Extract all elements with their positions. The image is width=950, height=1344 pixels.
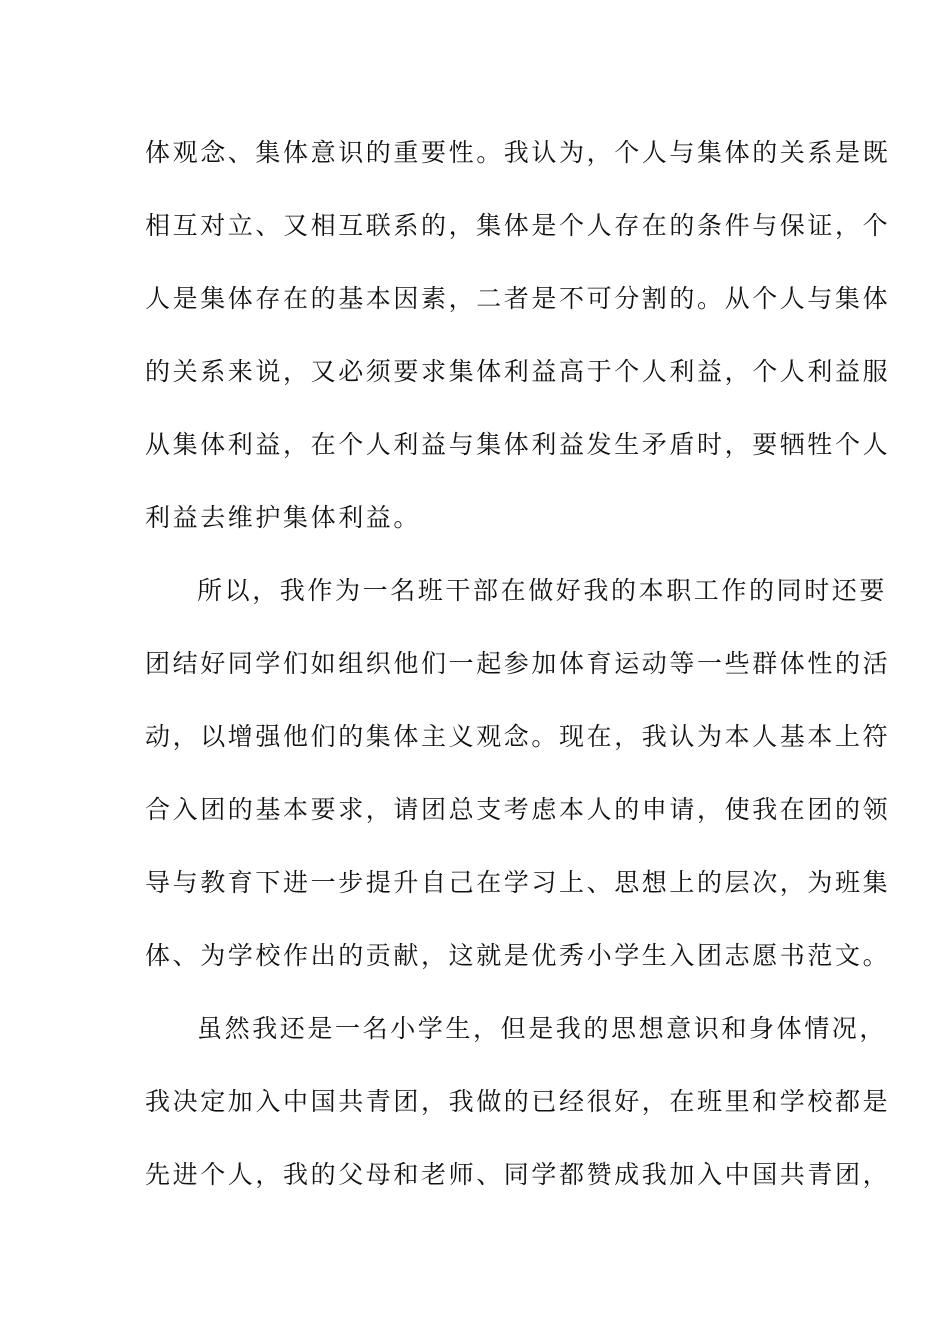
paragraph-1 (145, 128, 891, 566)
text-line: 体观念、集体意识的重要性。我认为，个人与集体的关系是既 (145, 138, 891, 167)
text-line: 团结好同学们如组织他们一起参加体育运动等一些群体性的活 (145, 649, 891, 678)
paragraph-2 (145, 566, 891, 1004)
text-line: 体、为学校作出的贡献，这就是优秀小学生入团志愿书范文。 (145, 941, 891, 970)
text-line: 的关系来说，又必须要求集体利益高于个人利益，个人利益服 (145, 357, 891, 386)
text-line: 动，以增强他们的集体主义观念。现在，我认为本人基本上符 (145, 722, 891, 751)
text-line: 我决定加入中国共青团，我做的已经很好，在班里和学校都是 (145, 1087, 891, 1116)
text-line: 合入团的基本要求，请团总支考虑本人的申请，使我在团的领 (145, 795, 891, 824)
text-line: 先进个人，我的父母和老师、同学都赞成我加入中国共青团， (145, 1160, 891, 1189)
text-line: 从集体利益，在个人利益与集体利益发生矛盾时，要牺牲个人 (145, 430, 891, 459)
text-line: 所以，我作为一名班干部在做好我的本职工作的同时还要 (197, 576, 888, 605)
document-body (145, 128, 891, 1223)
text-line: 导与教育下进一步提升自己在学习上、思想上的层次，为班集 (145, 868, 891, 897)
paragraph-3 (145, 1004, 891, 1223)
text-line: 虽然我还是一名小学生，但是我的思想意识和身体情况， (197, 1014, 888, 1043)
text-line: 人是集体存在的基本因素，二者是不可分割的。从个人与集体 (145, 284, 891, 313)
text-line: 利益去维护集体利益。 (145, 503, 422, 532)
text-line: 相互对立、又相互联系的，集体是个人存在的条件与保证，个 (145, 211, 891, 240)
